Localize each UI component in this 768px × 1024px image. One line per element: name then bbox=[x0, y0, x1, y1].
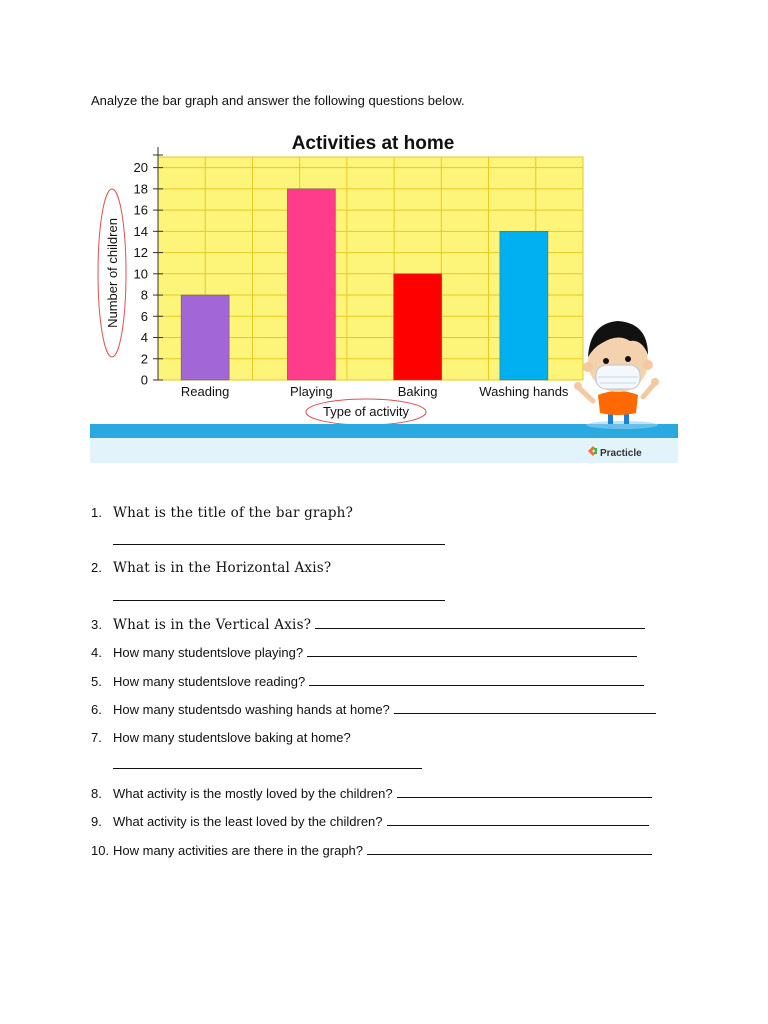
question-text: What is the title of the bar graph? bbox=[113, 505, 354, 521]
question-number: 4. bbox=[91, 645, 102, 660]
y-tick-label: 18 bbox=[133, 181, 148, 197]
question-10 bbox=[91, 842, 652, 858]
answer-blank[interactable] bbox=[394, 701, 656, 714]
y-tick-label: 8 bbox=[140, 287, 148, 303]
question-text: How many studentslove playing? bbox=[113, 645, 304, 660]
answer-blank[interactable] bbox=[307, 644, 637, 657]
question-number: 10. bbox=[91, 843, 110, 858]
bar-baking bbox=[394, 274, 442, 380]
question-text: How many studentsdo washing hands at home? bbox=[113, 702, 390, 717]
y-tick-label: 10 bbox=[133, 266, 148, 282]
chart-svg bbox=[90, 125, 678, 465]
question-number: 9. bbox=[91, 814, 102, 829]
answer-line[interactable] bbox=[113, 600, 445, 601]
y-tick-label: 16 bbox=[133, 202, 148, 218]
x-tick-label: Playing bbox=[290, 384, 333, 399]
question-text: What is in the Vertical Axis? bbox=[113, 617, 312, 633]
answer-blank[interactable] bbox=[315, 616, 645, 629]
answer-line[interactable] bbox=[113, 768, 422, 769]
question-1 bbox=[91, 505, 353, 521]
y-tick-label: 6 bbox=[140, 308, 148, 324]
question-number: 2. bbox=[91, 560, 103, 575]
y-tick-label: 20 bbox=[133, 160, 148, 176]
bar-washing-hands bbox=[500, 231, 548, 380]
question-9 bbox=[91, 813, 649, 829]
question-text: What activity is the mostly loved by the children? bbox=[113, 786, 393, 801]
boy-with-face-mask-illustration bbox=[574, 321, 659, 429]
question-text: How many activities are there in the graph? bbox=[113, 843, 364, 858]
question-number: 3. bbox=[91, 617, 103, 632]
bar-chart bbox=[90, 125, 678, 465]
question-number: 7. bbox=[91, 730, 102, 745]
y-axis-label: Number of children bbox=[105, 218, 120, 328]
question-text: How many studentslove baking at home? bbox=[113, 730, 351, 745]
x-axis-label: Type of activity bbox=[323, 404, 409, 419]
question-7 bbox=[91, 730, 351, 745]
y-tick-label: 14 bbox=[133, 223, 148, 239]
question-3 bbox=[91, 616, 645, 633]
question-number: 8. bbox=[91, 786, 102, 801]
bar-reading bbox=[181, 295, 229, 380]
answer-blank[interactable] bbox=[367, 842, 652, 855]
question-4 bbox=[91, 644, 637, 660]
x-tick-label: Reading bbox=[180, 384, 230, 399]
y-tick-label: 0 bbox=[140, 372, 148, 388]
x-tick-label: Washing hands bbox=[479, 384, 569, 399]
question-6 bbox=[91, 701, 656, 717]
question-text: How many studentslove reading? bbox=[113, 674, 306, 689]
question-text: What is in the Horizontal Axis? bbox=[113, 560, 332, 576]
question-2 bbox=[91, 560, 331, 576]
answer-line[interactable] bbox=[113, 544, 445, 545]
question-text: What activity is the least loved by the children? bbox=[113, 814, 383, 829]
question-5 bbox=[91, 673, 644, 689]
brand-name: Practicle bbox=[600, 448, 642, 459]
x-tick-label: Baking bbox=[397, 384, 438, 399]
question-number: 1. bbox=[91, 505, 103, 520]
chart-title: Activities at home bbox=[291, 133, 455, 154]
y-tick-label: 4 bbox=[140, 330, 148, 346]
answer-blank[interactable] bbox=[397, 785, 652, 798]
answer-blank[interactable] bbox=[387, 813, 649, 826]
answer-blank[interactable] bbox=[309, 673, 644, 686]
y-tick-label: 2 bbox=[140, 351, 148, 367]
bar-playing bbox=[287, 189, 335, 380]
question-number: 5. bbox=[91, 674, 102, 689]
instruction-text: Analyze the bar graph and answer the following questions below. bbox=[91, 93, 465, 108]
question-8 bbox=[91, 785, 652, 801]
y-tick-label: 12 bbox=[133, 245, 148, 261]
question-number: 6. bbox=[91, 702, 102, 717]
